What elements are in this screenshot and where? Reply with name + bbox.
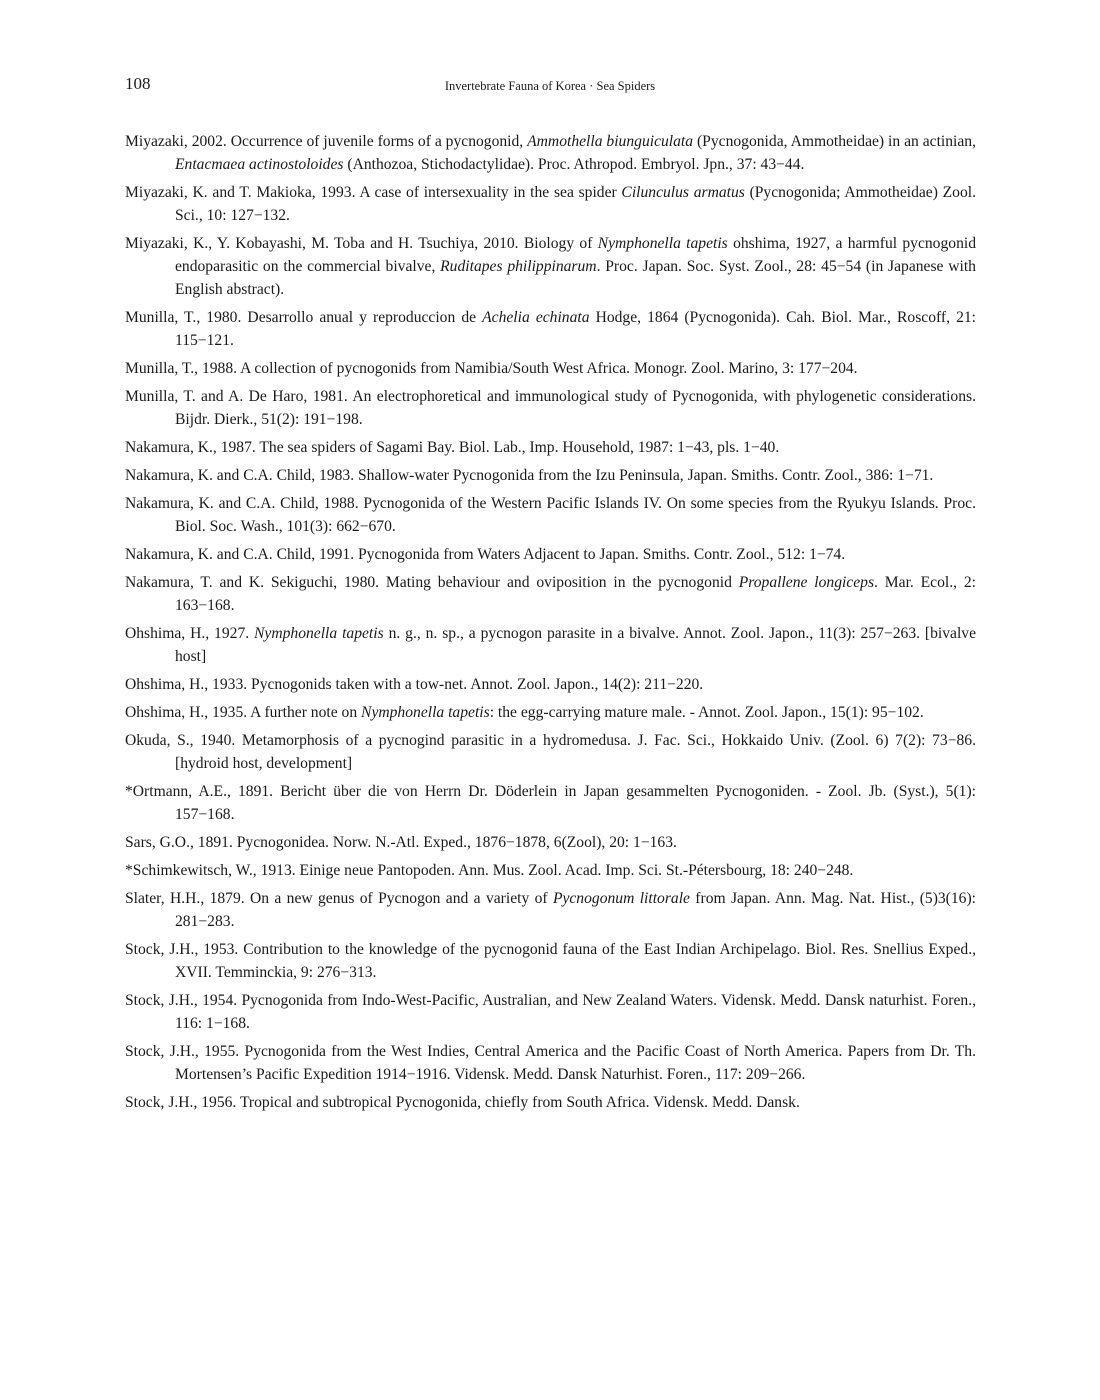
reference-text: . Proc. Japan. Soc. Syst. Zool., 28: 45−54 (in Japanese with English abstract). [175, 258, 976, 298]
reference-entry [125, 357, 976, 380]
reference-text: . Mar. Ecol., 2: 163−168. [175, 574, 976, 614]
reference-entry [125, 938, 976, 984]
taxon-name: Cilunculus armatus [621, 184, 745, 201]
reference-entry [125, 887, 976, 933]
reference-entry [125, 306, 976, 352]
reference-text: (Pycnogonida, Ammotheidae) in an actinian, [693, 133, 977, 150]
reference-entry [125, 831, 976, 854]
reference-text: (Pycnogonida; Ammotheidae) Zool. Sci., 10: 127−132. [175, 184, 976, 224]
reference-text: Ohshima, H., 1935. A further note on [125, 704, 362, 721]
reference-entry [125, 385, 976, 431]
reference-text: (Anthozoa, Stichodactylidae). Proc. Athropod. Embryol. Jpn., 37: 43−44. [343, 156, 805, 173]
reference-text: Slater, H.H., 1879. On a new genus of Pycnogon and a variety of [125, 890, 553, 907]
reference-entry [125, 1040, 976, 1086]
reference-entry [125, 492, 976, 538]
taxon-name: Achelia echinata [482, 309, 590, 326]
reference-entry [125, 859, 976, 882]
reference-entry [125, 130, 976, 176]
reference-text: Stock, J.H., 1954. Pycnogonida from Indo-West-Pacific, Australian, and New Zealand Waters. Vidensk. Medd. Dansk naturhist. Foren., 116: 1−168. [125, 992, 976, 1032]
reference-text: Munilla, T., 1980. Desarrollo anual y reproduccion de [125, 309, 483, 326]
page-number: 108 [125, 74, 151, 93]
reference-text: Nakamura, T. and K. Sekiguchi, 1980. Mating behaviour and oviposition in the pycnogonid [125, 574, 739, 591]
reference-list [125, 130, 976, 1119]
taxon-name: Pycnogonum littorale [552, 890, 690, 907]
reference-text: Okuda, S., 1940. Metamorphosis of a pycnogind parasitic in a hydromedusa. J. Fac. Sci., Hokkaido Univ. (Zool. 6) 7(2): 73−86. [hydroid host, development] [125, 732, 976, 772]
reference-text: Nakamura, K. and C.A. Child, 1991. Pycnogonida from Waters Adjacent to Japan. Smiths. Contr. Zool., 512: 1−74. [125, 546, 846, 563]
reference-entry [125, 780, 976, 826]
reference-entry [125, 989, 976, 1035]
reference-text: Stock, J.H., 1953. Contribution to the knowledge of the pycnogonid fauna of the East Indian Archipelago. Biol. Res. Snellius Exped., XVII. Temminckia, 9: 276−313. [125, 941, 976, 981]
reference-entry [125, 571, 976, 617]
reference-entry [125, 543, 976, 566]
reference-text: Hodge, 1864 (Pycnogonida). Cah. Biol. Mar., Roscoff, 21: 115−121. [175, 309, 976, 349]
reference-text: *Ortmann, A.E., 1891. Bericht über die von Herrn Dr. Döderlein in Japan gesammelten Pycnogoniden. - Zool. Jb. (Syst.), 5(1): 157−168. [125, 783, 976, 823]
taxon-name: Nymphonella tapetis [254, 625, 384, 642]
reference-text: : the egg-carrying mature male. - Annot. Zool. Japon., 15(1): 95−102. [489, 704, 924, 721]
taxon-name: Entacmaea actinostoloides [175, 156, 344, 173]
reference-text: Ohshima, H., 1933. Pycnogonids taken with a tow-net. Annot. Zool. Japon., 14(2): 211−220. [125, 676, 704, 693]
reference-entry [125, 232, 976, 301]
taxon-name: Ruditapes philippinarum [440, 258, 597, 275]
reference-entry [125, 701, 976, 724]
reference-text: Munilla, T. and A. De Haro, 1981. An electrophoretical and immunological study of Pycnogonida, with phylogenetic considerations. Bijdr. Dierk., 51(2): 191−198. [125, 388, 976, 428]
taxon-name: Nymphonella tapetis [597, 235, 728, 252]
reference-entry [125, 436, 976, 459]
reference-text: Nakamura, K. and C.A. Child, 1988. Pycnogonida of the Western Pacific Islands IV. On some species from the Ryukyu Islands. Proc. Biol. Soc. Wash., 101(3): 662−670. [125, 495, 976, 535]
taxon-name: Ammothella biunguiculata [527, 133, 694, 150]
reference-text: Sars, G.O., 1891. Pycnogonidea. Norw. N.-Atl. Exped., 1876−1878, 6(Zool), 20: 1−163. [125, 834, 677, 851]
reference-text: ohshima, 1927, a harmful pycnogonid endoparasitic on the commercial bivalve, [175, 235, 976, 275]
reference-entry [125, 464, 976, 487]
reference-entry [125, 622, 976, 668]
reference-text: Nakamura, K. and C.A. Child, 1983. Shallow-water Pycnogonida from the Izu Peninsula, Japan. Smiths. Contr. Zool., 386: 1−71. [125, 467, 934, 484]
reference-text: Miyazaki, 2002. Occurrence of juvenile forms of a pycnogonid, [125, 133, 528, 150]
reference-text: Ohshima, H., 1927. [125, 625, 255, 642]
running-title: Invertebrate Fauna of Korea · Sea Spiders [444, 79, 656, 93]
reference-text: *Schimkewitsch, W., 1913. Einige neue Pantopoden. Ann. Mus. Zool. Acad. Imp. Sci. St.-Pétersbourg, 18: 240−248. [125, 862, 854, 879]
reference-text: from Japan. Ann. Mag. Nat. Hist., (5)3(16): 281−283. [175, 890, 976, 930]
reference-text: Miyazaki, K. and T. Makioka, 1993. A case of intersexuality in the sea spider [125, 184, 622, 201]
reference-text: Munilla, T., 1988. A collection of pycnogonids from Namibia/South West Africa. Monogr. Zool. Marino, 3: 177−204. [125, 360, 858, 377]
reference-text: Stock, J.H., 1956. Tropical and subtropical Pycnogonida, chiefly from South Africa. Vidensk. Medd. Dansk. [125, 1094, 800, 1111]
taxon-name: Nymphonella tapetis [361, 704, 490, 721]
reference-entry [125, 729, 976, 775]
reference-text: Stock, J.H., 1955. Pycnogonida from the West Indies, Central America and the Pacific Coast of North America. Papers from Dr. Th. Mortensen’s Pacific Expedition 1914−1916. Vidensk. Medd. Dansk Naturhist. Foren., 117: 209−266. [125, 1043, 976, 1083]
reference-text: n. g., n. sp., a pycnogon parasite in a bivalve. Annot. Zool. Japon., 11(3): 257−263. [bivalve host] [175, 625, 977, 665]
reference-text: Miyazaki, K., Y. Kobayashi, M. Toba and H. Tsuchiya, 2010. Biology of [125, 235, 598, 252]
reference-entry [125, 181, 976, 227]
reference-entry [125, 1091, 976, 1114]
reference-entry [125, 673, 976, 696]
taxon-name: Propallene longiceps [738, 574, 875, 591]
reference-text: Nakamura, K., 1987. The sea spiders of Sagami Bay. Biol. Lab., Imp. Household, 1987: 1−43, pls. 1−40. [125, 439, 780, 456]
